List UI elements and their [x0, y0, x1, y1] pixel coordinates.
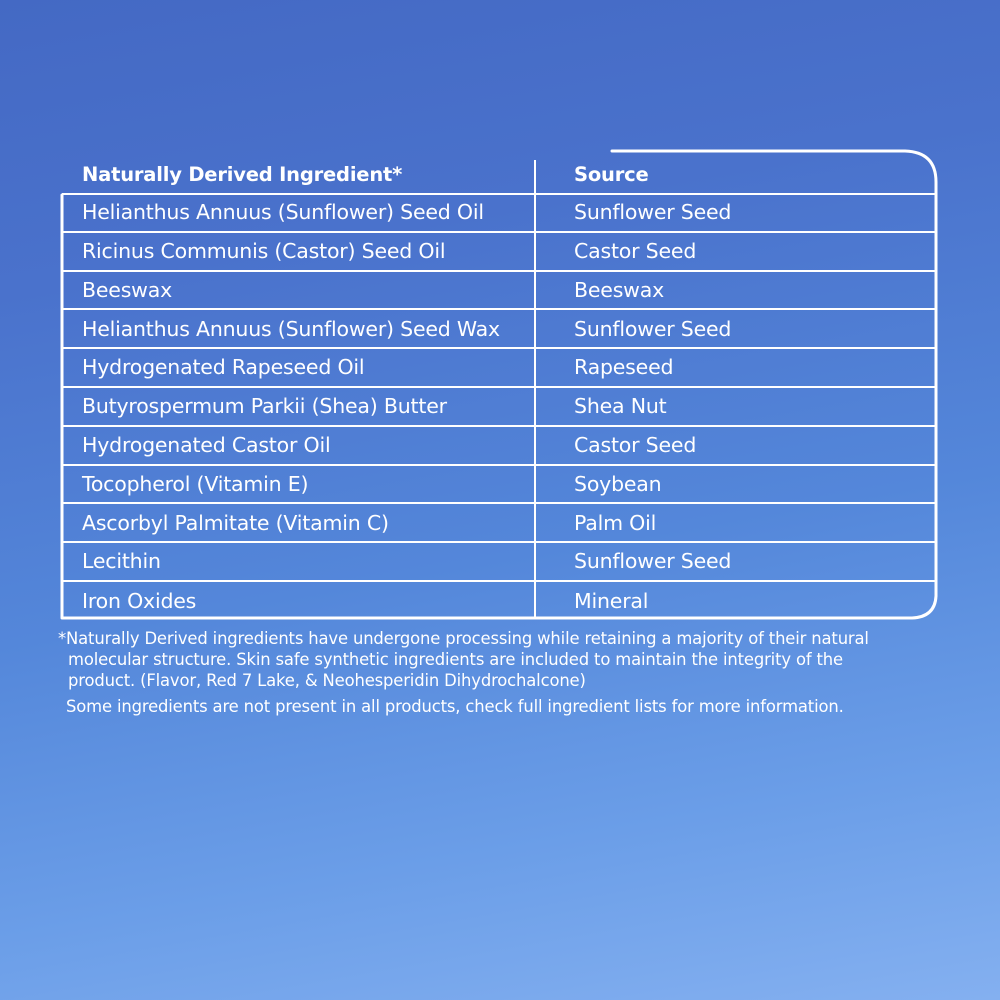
footnote-line-3: product. (Flavor, Red 7 Lake, & Neohesperidin Dihydrochalcone): [68, 671, 586, 690]
ingredient-cell: Butyrospermum Parkii (Shea) Butter: [82, 394, 447, 419]
footnote-availability: Some ingredients are not present in all products, check full ingredient lists for more information.: [66, 697, 844, 716]
table-row: [62, 233, 936, 272]
ingredient-cell: Ricinus Communis (Castor) Seed Oil: [82, 238, 446, 263]
table-row: [62, 272, 936, 311]
footnotes: [58, 628, 938, 717]
source-cell: Sunflower Seed: [574, 316, 732, 341]
header-source: Source: [574, 163, 649, 187]
ingredient-cell: Hydrogenated Castor Oil: [82, 432, 331, 457]
table-row: [62, 466, 936, 505]
source-cell: Castor Seed: [574, 238, 697, 263]
ingredient-cell: Helianthus Annuus (Sunflower) Seed Wax: [82, 316, 500, 341]
ingredient-cell: Iron Oxides: [82, 589, 197, 614]
ingredient-cell: Tocopherol (Vitamin E): [82, 471, 309, 496]
ingredients-table: [62, 156, 936, 621]
table-header-row: [62, 156, 936, 194]
ingredient-cell: Lecithin: [82, 549, 161, 574]
footnote-line-2: molecular structure. Skin safe synthetic ingredients are included to maintain the integrity of the: [68, 650, 843, 669]
table-row: [62, 427, 936, 466]
table-row: [62, 543, 936, 582]
table-row: [62, 504, 936, 543]
table-row: [62, 582, 936, 621]
ingredient-cell: Ascorbyl Palmitate (Vitamin C): [82, 510, 389, 535]
footnote-natural-derived: [58, 628, 938, 691]
ingredient-cell: Helianthus Annuus (Sunflower) Seed Oil: [82, 200, 484, 225]
ingredient-cell: Hydrogenated Rapeseed Oil: [82, 355, 365, 380]
ingredient-cell: Beeswax: [82, 277, 173, 302]
table-row: [62, 349, 936, 388]
table-row: [62, 194, 936, 233]
source-cell: Rapeseed: [574, 355, 674, 380]
header-ingredient: Naturally Derived Ingredient*: [82, 163, 403, 187]
table-row: [62, 310, 936, 349]
source-cell: Castor Seed: [574, 432, 697, 457]
table-body: [62, 194, 936, 621]
source-cell: Palm Oil: [574, 510, 657, 535]
footnote-line-1: *Naturally Derived ingredients have undergone processing while retaining a majority of their natural: [58, 629, 869, 648]
source-cell: Shea Nut: [574, 394, 667, 419]
source-cell: Sunflower Seed: [574, 549, 732, 574]
source-cell: Beeswax: [574, 277, 665, 302]
source-cell: Sunflower Seed: [574, 200, 732, 225]
source-cell: Soybean: [574, 471, 662, 496]
source-cell: Mineral: [574, 589, 649, 614]
table-row: [62, 388, 936, 427]
